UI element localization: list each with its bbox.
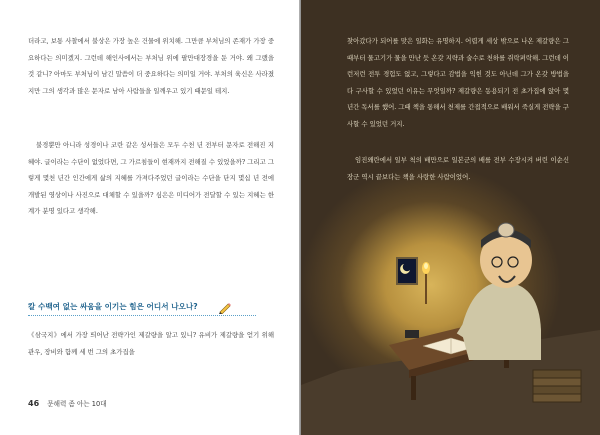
left-paragraph-1: 더라고, 보통 사찰에서 불상은 가장 높은 건물에 위치해. 그만큼 부처님의 존재가 가장 중요하다는 의미겠지. 그런데 해인사에서는 부처님 위에 팔만대장경을 둔 거야. 왜 그랬을 것 같니? 아마도 부처님이 남긴 말씀이 더 중요하다는 의미일 거야. 부처의 육신은 사라졌지만 그의 생각과 많은 문자로 남아 사람들을 일깨우고 있기 때문일 테지. — [28, 37, 274, 95]
left-paragraph-2: 불경뿐만 아니라 성경이나 코란 같은 성서들은 모두 수천 년 전부터 문자로 전해진 지혜야. 글이라는 수단이 없었다면, 그 가르침들이 현재까지 전해질 수 있었을까? 그리고 그렇게 몇천 년간 인간에게 삶의 지혜를 가져다주었던 글이라는 수단을 단지 몇십 년 전에 개발된 영상이나 사진으로 대체할 수 있을까? 심은은 미디어가 전달할 수 있는 지혜는 한계가 분명 있다고 생각해. — [28, 141, 274, 216]
page-number: 46 — [28, 399, 40, 408]
book-title: 문해력 좀 아는 10대 — [47, 400, 107, 408]
left-paragraph-3: 《삼국지》에서 가장 띄어난 전략가인 제갈량을 알고 있니? 유비가 제갈량을 얻기 위해 관우, 장비와 함께 세 번 그의 초가집을 — [28, 331, 274, 356]
pencil-icon — [218, 302, 232, 314]
right-paragraph-1: 찾아갔다가 되어를 맞은 일화는 유명하지. 어렵게 세상 밖으로 나온 제갈량은 그때부터 물고기가 물을 만난 듯 온갖 지략과 술수로 천하를 쥐락펴락해. 그런데 이런저런 전투 경험도 없고, 그렇다고 감법을 익힌 것도 아닌데 그가 온갖 방법을 다 구사할 수 있었던 이유는 무엇일까? 제갈량은 동용되기 전 초가집에 앉아 몇 년간 독서를 했어. 그때 책을 통해서 천제를 간접적으로 배워서 죽실게 전략을 구사할 수 있었던 거지. — [347, 37, 569, 128]
right-paragraph-2: 임진왜란에서 일부 척의 배만으로 일본군의 배를 전부 수장시켜 버린 이순신 장군 역시 끝보다는 책을 사랑한 사람이었어. — [347, 156, 569, 181]
right-page — [301, 0, 600, 435]
page-footer — [28, 398, 107, 408]
section-title: 칼 수백여 없는 싸움을 이기는 힘은 어디서 나오나? — [28, 299, 256, 316]
left-page — [0, 0, 299, 435]
